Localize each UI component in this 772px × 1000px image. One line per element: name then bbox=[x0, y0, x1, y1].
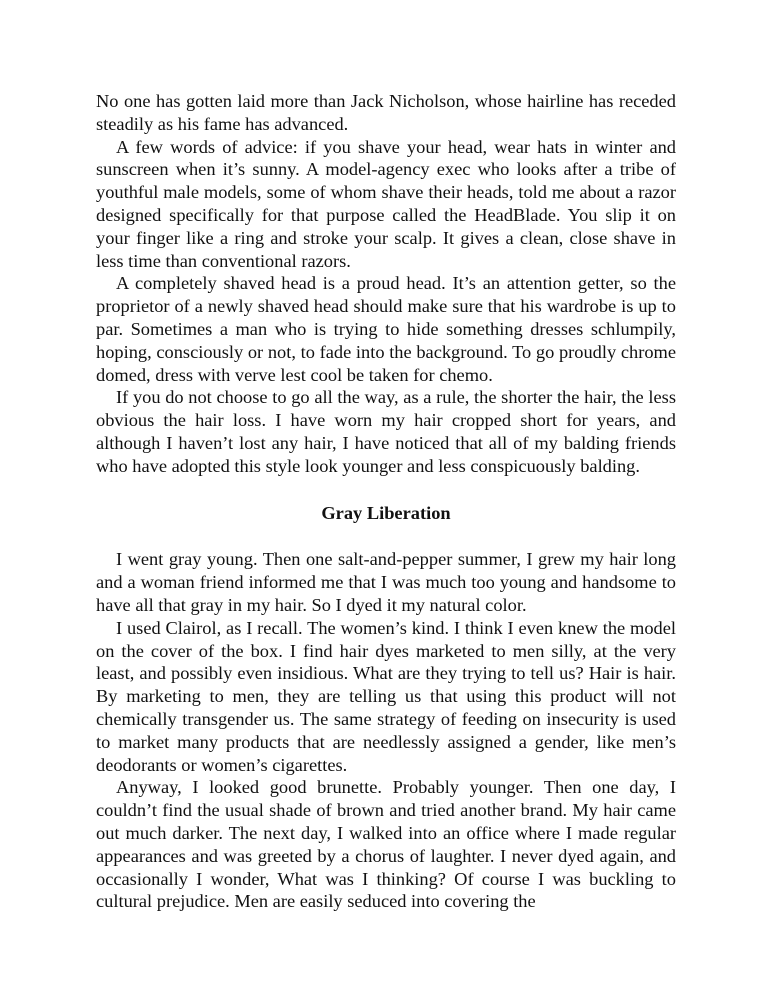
paragraph-went-gray: I went gray young. Then one salt-and-pepper summer, I grew my hair long and a woman friend informed me that I was much too young and handsome to have all that gray in my hair. So I dyed it my natural color. bbox=[96, 549, 676, 615]
paragraph-cropped-hair: If you do not choose to go all the way, as a rule, the shorter the hair, the less obvious the hair loss. I have worn my hair cropped short for years, and although I haven’t lost any hair, I have noticed that all of my balding friends who have adopted this style look younger and less conspicuously balding. bbox=[96, 387, 676, 476]
paragraph-brunette: Anyway, I looked good brunette. Probably younger. Then one day, I couldn’t find the usual shade of brown and tried another brand. My hair came out much darker. The next day, I walked into an office where I made regular appearances and was greeted by a chorus of laughter. I never dyed again, and occasionally I wonder, What was I thinking? Of course I was buckling to cultural prejudice. Men are easily seduced into covering the bbox=[96, 777, 676, 912]
paragraph-clairol: I used Clairol, as I recall. The women’s kind. I think I even knew the model on the cover of the box. I find hair dyes marketed to men silly, at the very least, and possibly even insidious. What are they trying to tell us? Hair is hair. By marketing to men, they are telling us that using this product will not chemically transgender us. The same strategy of feeding on insecurity is used to market many products that are needlessly assigned a gender, like men’s deodorants or women’s cigarettes. bbox=[96, 617, 676, 775]
paragraph-shaved-head: A completely shaved head is a proud head. It’s an attention getter, so the proprietor of a newly shaved head should make sure that his wardrobe is up to par. Sometimes a man who is trying to hide something dresses schlumpily, hoping, consciously or not, to fade into the background. To go proudly chrome domed, dress with verve lest cool be taken for chemo. bbox=[96, 273, 676, 385]
section-heading: Gray Liberation bbox=[321, 502, 451, 523]
paragraph-continued: No one has gotten laid more than Jack Nicholson, whose hairline has receded steadily as his fame has advanced. bbox=[96, 91, 676, 134]
text-column bbox=[96, 90, 676, 913]
paragraph-shaving-advice: A few words of advice: if you shave your head, wear hats in winter and sunscreen when it’s sunny. A model-agency exec who looks after a tribe of youthful male models, some of whom shave their heads, told me about a razor designed specifically for that purpose called the HeadBlade. You slip it on your finger like a ring and stroke your scalp. It gives a clean, close shave in less time than conventional razors. bbox=[96, 136, 676, 271]
